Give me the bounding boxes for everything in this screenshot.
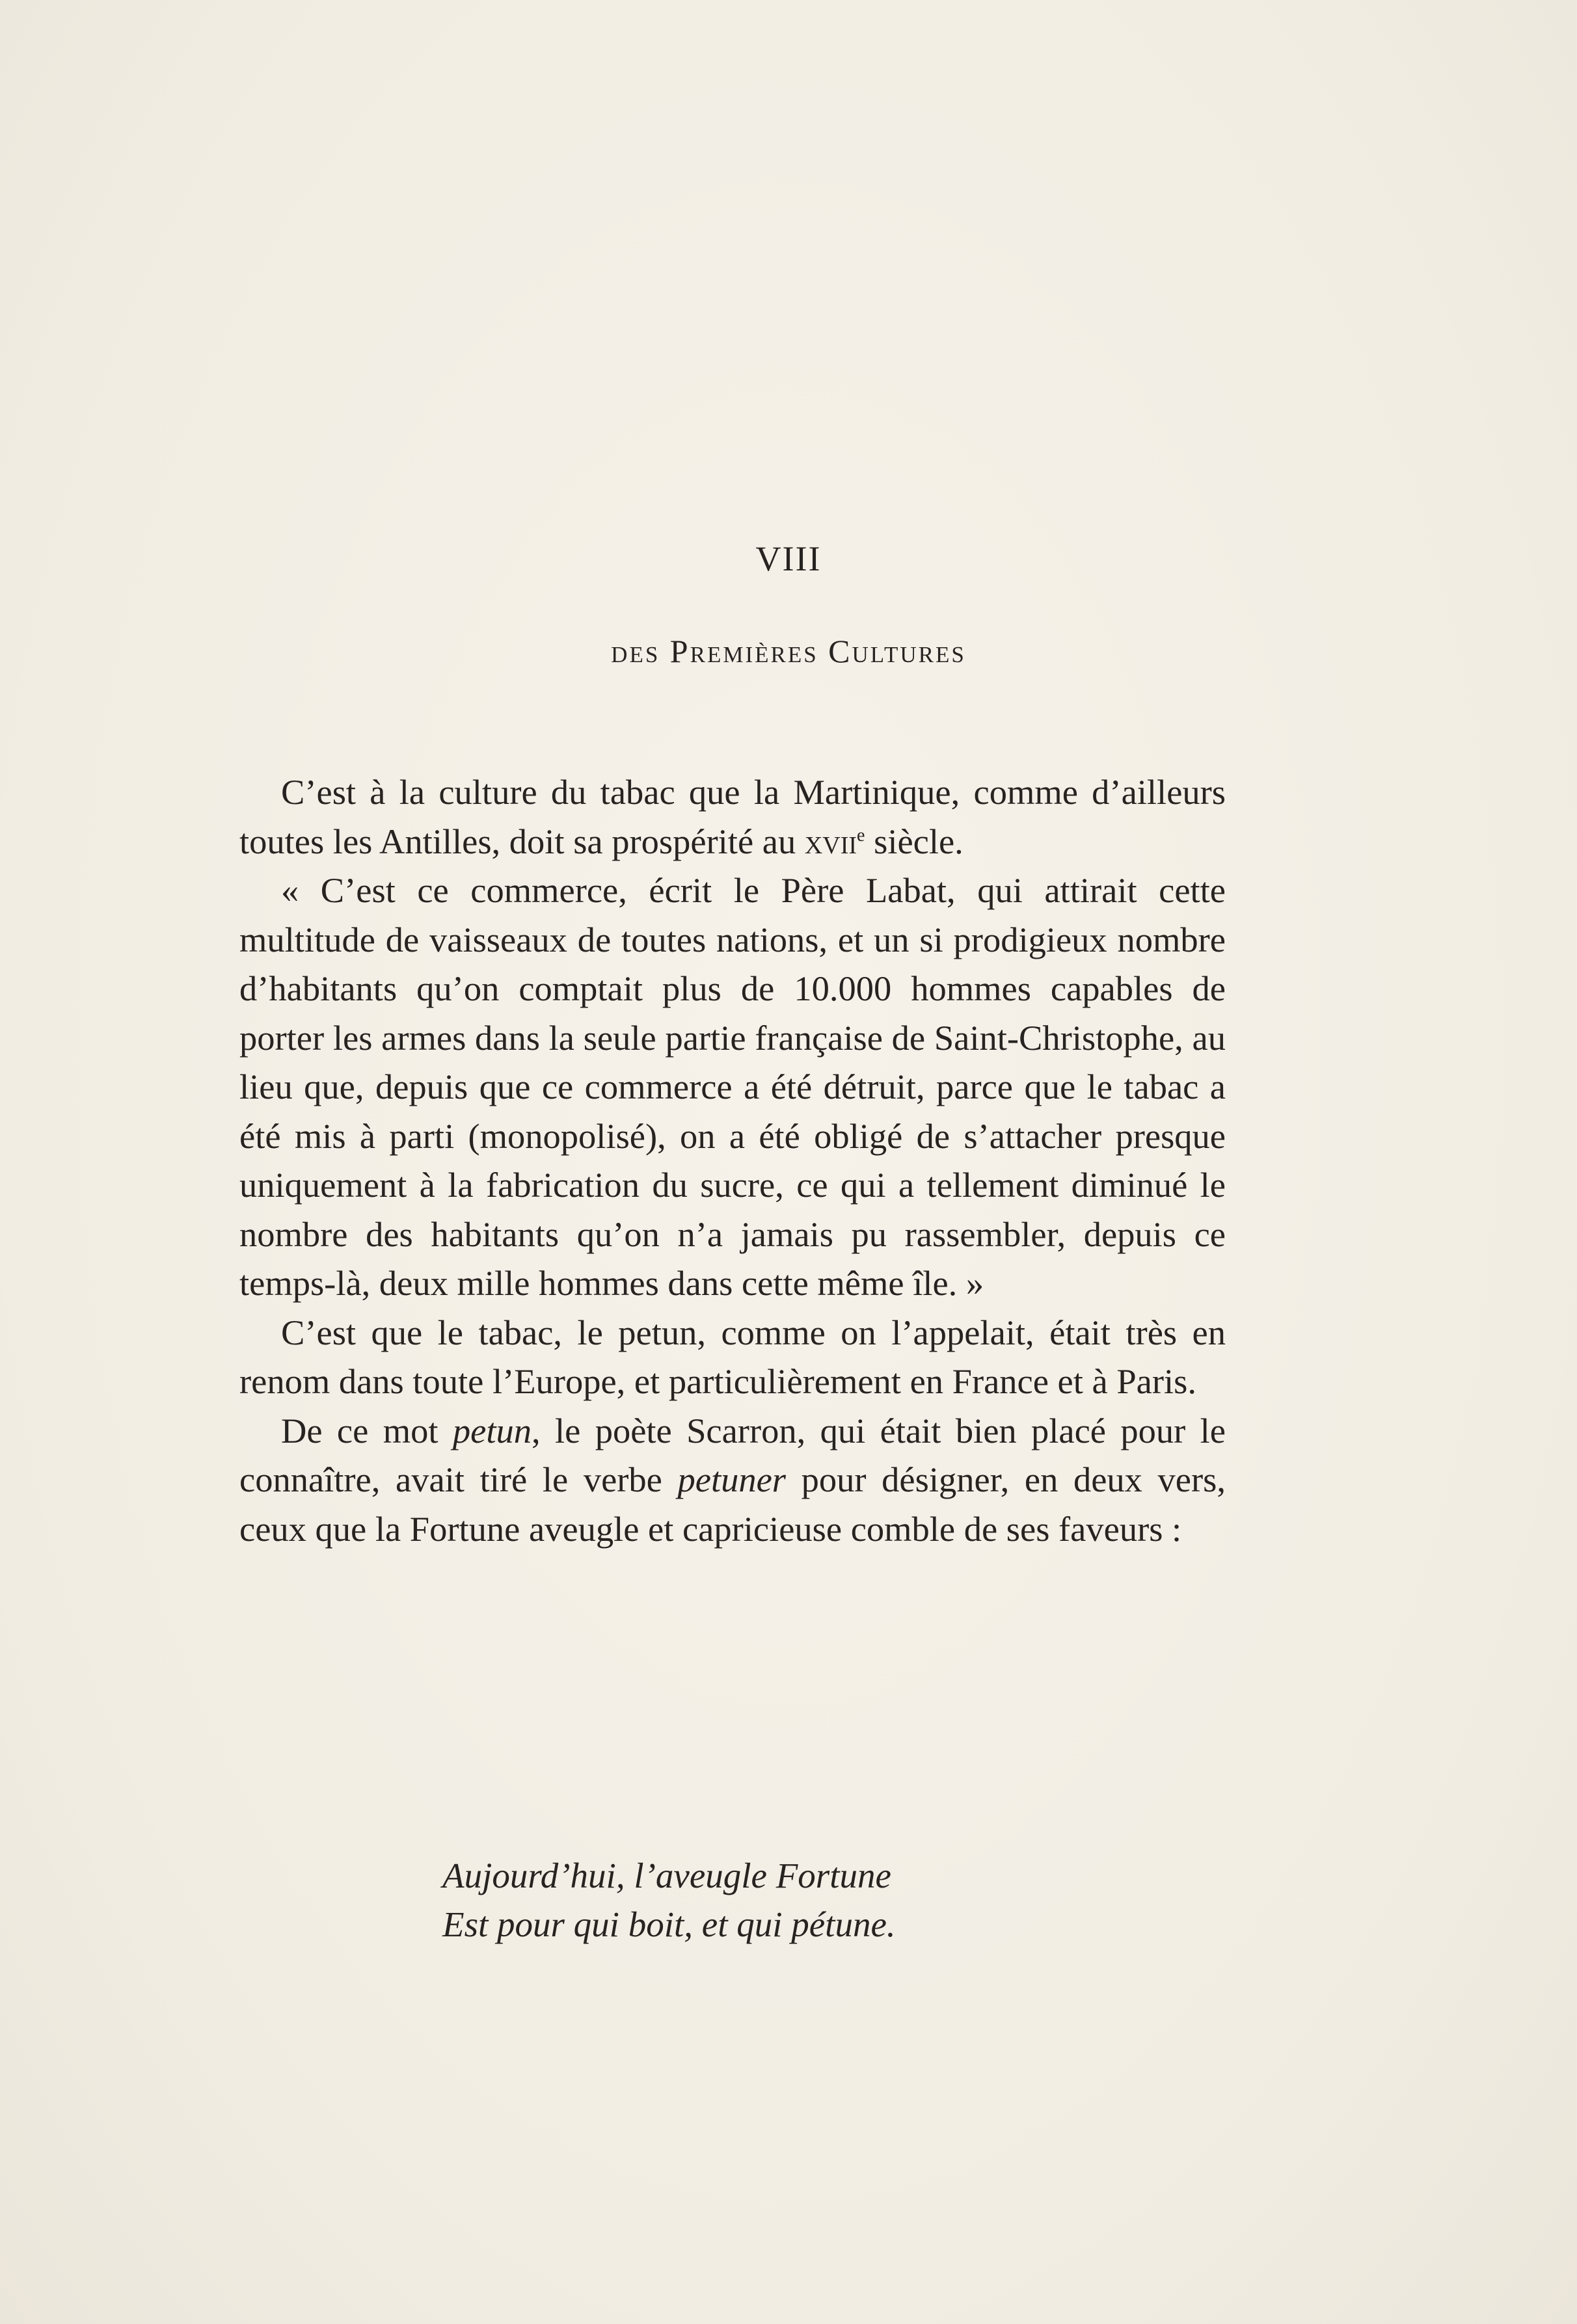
chapter-number: VIII (755, 539, 822, 578)
verse-line-2: Est pour qui boit, et qui pétune. (442, 1904, 896, 1944)
paragraph-1-end: siècle. (865, 821, 964, 861)
italic-word-petun: petun (452, 1410, 532, 1450)
paragraph-4 (239, 1406, 1226, 1554)
paragraph-4-text-b: , le poète Scarron, qui était bien placé pour le connaître, avait tiré le verbe (239, 1410, 1226, 1499)
century-superscript: e (857, 825, 865, 846)
paragraph-1 (239, 768, 1226, 866)
italic-word-petuner: petuner (677, 1460, 786, 1499)
verse-line-1: Aujourd’hui, l’aveugle Fortune (442, 1856, 891, 1895)
paragraph-3: C’est que le tabac, le petun, comme on l’appelait, était très en renom dans toute l’Europe, et particulièrement en France et à Paris. (239, 1312, 1226, 1401)
chapter-title: des Premières Cultures (611, 633, 966, 669)
verse-quotation (442, 1851, 896, 1949)
body-text (239, 768, 1226, 1553)
paragraph-1-text: C’est à la culture du tabac que la Martinique, comme d’ailleurs toutes les Antilles, doit sa prospérité au (239, 772, 1226, 861)
paragraph-2-quote: « C’est ce commerce, écrit le Père Labat, qui attirait cette multitude de vaisseaux de toutes nations, et un si prodigieux nombre d’habitants qu’on comptait plus de 10.000 hommes capables de porter les armes dans la seule partie française de Saint-Christophe, au lieu que, depuis que ce commerce a été détruit, parce que le tabac a été mis à parti (monopolisé), on a été obligé de s’attacher presque uniquement à la fabrication du sucre, ce qui a tellement diminué le nombre des habitants qu’on n’a jamais pu rassembler, depuis ce temps-là, deux mille hommes dans cette même île. » (239, 870, 1226, 1303)
paragraph-4-text-c: pour désigner, en deux vers, ceux que la Fortune aveugle et capricieuse comble de ses faveurs : (239, 1460, 1226, 1549)
century-numeral: xvii (804, 821, 857, 861)
paragraph-4-text-a: De ce mot (281, 1410, 453, 1450)
